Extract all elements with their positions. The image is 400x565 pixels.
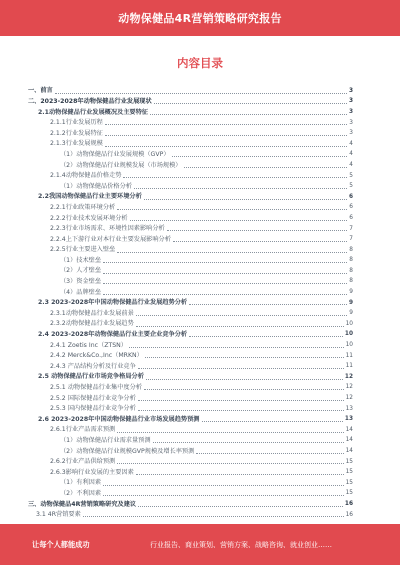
- toc-entry[interactable]: [28, 508, 353, 519]
- toc-entry-page: 3: [349, 130, 353, 137]
- toc-leader-dots: [117, 463, 343, 464]
- toc-leader-dots: [172, 156, 348, 157]
- toc-leader-dots: [136, 326, 344, 327]
- toc-entry-label: 2.6.1行业产品需求预测: [50, 426, 116, 434]
- toc-entry-page: 5: [349, 183, 353, 190]
- toc-entry[interactable]: [28, 243, 353, 254]
- toc-entry-page: 12: [345, 384, 353, 391]
- toc-leader-dots: [144, 389, 344, 390]
- toc-leader-dots: [105, 135, 347, 136]
- toc-entry[interactable]: [28, 444, 353, 455]
- toc-entry-page: 15: [345, 490, 353, 497]
- toc-entry-page: 9: [349, 289, 353, 296]
- toc-entry-label: 2.6.2行业产品供给预测: [50, 458, 116, 466]
- toc-entry-page: 3: [349, 119, 353, 126]
- toc-entry-page: 16: [345, 511, 353, 518]
- toc-entry-label: （3）资金壁垒: [60, 278, 102, 286]
- toc-entry[interactable]: [28, 381, 353, 392]
- toc-entry[interactable]: [28, 338, 353, 349]
- toc-entry-label: 2.6 2023-2028年中国动物保健品行业市场发展趋势预测: [38, 415, 200, 423]
- toc-entry-label: 2.5.3 国内保健品行业竞争分析: [50, 405, 136, 413]
- toc-entry-label: 2.2.4上下游行业对本行业主要发展影响分析: [50, 235, 171, 243]
- toc-entry-label: 2.2.1行业政策环境分析: [50, 203, 116, 211]
- toc-leader-dots: [103, 283, 347, 284]
- toc-entry-page: 4: [349, 140, 353, 147]
- toc-entry-label: 2.3.2动物保健品行业发展趋势: [50, 320, 134, 328]
- toc-entry[interactable]: [28, 434, 353, 445]
- toc-entry[interactable]: [28, 84, 353, 95]
- toc-entry[interactable]: [28, 465, 353, 476]
- toc-leader-dots: [103, 262, 347, 263]
- toc-entry[interactable]: [28, 306, 353, 317]
- toc-entry-label: 2.1.4动物保健品价格走势: [50, 172, 122, 180]
- toc-entry[interactable]: [28, 359, 353, 370]
- toc-entry-page: 6: [349, 204, 353, 211]
- toc-leader-dots: [129, 347, 344, 348]
- toc-leader-dots: [154, 103, 347, 104]
- toc-entry[interactable]: [28, 328, 353, 339]
- toc-entry-label: （1）动物保健品行业需求量预测: [60, 436, 151, 444]
- toc-entry-page: 4: [349, 151, 353, 158]
- toc-entry[interactable]: [28, 317, 353, 328]
- toc-entry-label: 2.2我国动物保健品行业主要环境分析: [38, 193, 142, 201]
- toc-entry[interactable]: [28, 201, 353, 212]
- toc-entry[interactable]: [28, 137, 353, 148]
- toc-entry-page: 14: [345, 426, 353, 433]
- header-banner: [0, 0, 400, 36]
- toc-entry-page: 10: [345, 320, 353, 327]
- toc-leader-dots: [138, 506, 343, 507]
- toc-leader-dots: [103, 294, 347, 295]
- toc-entry-page: 7: [349, 236, 353, 243]
- table-of-contents: [28, 84, 353, 518]
- toc-entry-label: （2）动物保健品行业规模GVP规模及增长率预测: [60, 447, 195, 455]
- toc-entry[interactable]: [28, 402, 353, 413]
- toc-leader-dots: [103, 495, 344, 496]
- toc-entry[interactable]: [28, 211, 353, 222]
- toc-entry-page: 3: [348, 87, 353, 94]
- toc-entry-page: 15: [345, 479, 353, 486]
- toc-entry-label: 2.1.1行业发展历程: [50, 119, 103, 127]
- footer-banner: [0, 524, 400, 565]
- toc-entry-page: 5: [349, 172, 353, 179]
- toc-entry-label: （2）人才壁垒: [60, 267, 102, 275]
- toc-leader-dots: [138, 400, 344, 401]
- toc-entry-label: 2.3.1动物保健品行业发展前景: [50, 309, 134, 317]
- toc-entry[interactable]: [28, 222, 353, 233]
- toc-leader-dots: [103, 273, 347, 274]
- toc-leader-dots: [189, 304, 347, 305]
- toc-leader-dots: [150, 114, 347, 115]
- toc-entry-page: 11: [345, 352, 353, 359]
- toc-entry-page: 9: [348, 299, 353, 306]
- toc-entry-label: 2.1.3行业发展规模: [50, 140, 103, 148]
- toc-leader-dots: [105, 146, 347, 147]
- toc-entry-page: 14: [345, 437, 353, 444]
- toc-entry-page: 12: [344, 373, 353, 380]
- toc-entry-page: 14: [345, 447, 353, 454]
- toc-entry[interactable]: [28, 412, 353, 423]
- toc-leader-dots: [138, 410, 344, 411]
- toc-entry-page: 13: [345, 405, 353, 412]
- toc-entry-label: 2.4.1 Zoetis Inc（ZTSN）: [50, 341, 127, 349]
- toc-entry-page: 8: [349, 278, 353, 285]
- toc-entry-page: 10: [345, 342, 353, 349]
- toc-leader-dots: [123, 177, 347, 178]
- toc-leader-dots: [184, 167, 348, 168]
- toc-entry-page: 3: [348, 98, 353, 105]
- toc-entry-page: 6: [349, 214, 353, 221]
- toc-entry-label: 2.5.2 国际保健品行业竞争分析: [50, 394, 136, 402]
- toc-leader-dots: [83, 516, 344, 517]
- toc-leader-dots: [117, 252, 347, 253]
- toc-entry[interactable]: [28, 391, 353, 402]
- toc-leader-dots: [167, 230, 348, 231]
- toc-leader-dots: [105, 124, 347, 125]
- toc-entry-label: 2.1.2行业发展特征: [50, 129, 103, 137]
- toc-entry[interactable]: [28, 105, 353, 116]
- toc-leader-dots: [153, 442, 344, 443]
- toc-leader-dots: [145, 357, 344, 358]
- toc-entry-page: 9: [349, 310, 353, 317]
- toc-leader-dots: [173, 241, 347, 242]
- toc-entry-label: 三、动物保健品4R营销策略研究及建议: [28, 500, 137, 508]
- toc-entry-label: （2）不利因素: [60, 489, 102, 497]
- toc-leader-dots: [117, 209, 347, 210]
- toc-entry-label: 2.5.1 动物保健品行业集中度分析: [50, 384, 142, 392]
- toc-entry-page: 7: [349, 225, 353, 232]
- report-title: 动物保健品4R营销策略研究报告: [118, 12, 282, 25]
- toc-leader-dots: [103, 485, 344, 486]
- toc-entry[interactable]: [28, 497, 353, 508]
- toc-entry-page: 13: [344, 416, 353, 423]
- toc-entry[interactable]: [28, 455, 353, 466]
- toc-entry-label: 2.2.2行业技术发展环境分析: [50, 214, 128, 222]
- toc-entry[interactable]: [28, 487, 353, 498]
- toc-leader-dots: [136, 474, 344, 475]
- toc-entry[interactable]: [28, 349, 353, 360]
- toc-entry-label: （4）品牌壁垒: [60, 288, 102, 296]
- toc-entry-label: 2.5 动物保健品行业市场竞争格局分析: [38, 373, 144, 381]
- toc-leader-dots: [196, 453, 343, 454]
- toc-entry[interactable]: [28, 476, 353, 487]
- toc-entry-label: （1）动物保健品行业发展规模（GVP）: [60, 150, 170, 158]
- toc-entry-label: 2.6.3影响行业发展的主要因素: [50, 468, 134, 476]
- toc-leader-dots: [144, 199, 347, 200]
- toc-entry[interactable]: [28, 126, 353, 137]
- toc-leader-dots: [134, 188, 347, 189]
- toc-leader-dots: [202, 421, 343, 422]
- toc-entry[interactable]: [28, 254, 353, 265]
- toc-entry-label: 2.2.5行业主要进入壁垒: [50, 246, 116, 254]
- toc-entry[interactable]: [28, 95, 353, 106]
- toc-heading: 内容目录: [177, 56, 223, 70]
- toc-entry[interactable]: [28, 264, 353, 275]
- toc-leader-dots: [130, 220, 348, 221]
- toc-entry[interactable]: [28, 179, 353, 190]
- toc-entry-page: 4: [349, 161, 353, 168]
- toc-entry-label: 2.4.2 Merck&Co.,Inc（MRKN）: [50, 352, 143, 360]
- toc-entry[interactable]: [28, 232, 353, 243]
- toc-entry-label: 2.4 2023-2028年动物保健品行业主要企业竞争分析: [38, 331, 188, 339]
- toc-entry-label: 2.3 2023-2028年中国动物保健品行业发展趋势分析: [38, 299, 188, 307]
- toc-entry-label: 3.1 4R营销要素: [36, 511, 81, 519]
- toc-entry-label: 2.2.3行业市场需求、环境性因素影响分析: [50, 225, 165, 233]
- toc-entry-page: 16: [344, 500, 353, 507]
- toc-leader-dots: [136, 315, 347, 316]
- toc-entry-label: 2.1动物保健品行业发展概况及主要特征: [38, 108, 148, 116]
- toc-leader-dots: [117, 432, 343, 433]
- toc-entry-page: 10: [344, 331, 353, 338]
- toc-leader-dots: [138, 368, 344, 369]
- toc-entry-label: 二、2023-2028年动物保健品行业发展现状: [28, 97, 152, 105]
- toc-entry-page: 8: [349, 246, 353, 253]
- toc-entry[interactable]: [28, 423, 353, 434]
- toc-entry-page: 15: [345, 458, 353, 465]
- toc-entry-page: 12: [345, 395, 353, 402]
- toc-entry-label: （1）有利因素: [60, 479, 102, 487]
- toc-entry-label: （1）动物保健品价格分析: [60, 182, 132, 190]
- toc-entry[interactable]: [28, 148, 353, 159]
- toc-entry-label: 2.4.3 产品结构分析及行业竞争: [50, 362, 136, 370]
- toc-entry-page: 8: [349, 267, 353, 274]
- toc-entry[interactable]: [28, 296, 353, 307]
- footer-slogan: 让每个人都能成功: [32, 540, 90, 549]
- toc-entry[interactable]: [28, 190, 353, 201]
- toc-entry-page: 11: [345, 363, 353, 370]
- toc-leader-dots: [55, 93, 347, 94]
- toc-entry[interactable]: [28, 169, 353, 180]
- toc-entry[interactable]: [28, 116, 353, 127]
- toc-entry-label: 一、前言: [28, 87, 53, 95]
- toc-entry[interactable]: [28, 285, 353, 296]
- toc-entry-page: 15: [345, 469, 353, 476]
- toc-leader-dots: [146, 379, 343, 380]
- toc-entry[interactable]: [28, 370, 353, 381]
- toc-entry[interactable]: [28, 158, 353, 169]
- toc-entry-page: 6: [348, 193, 353, 200]
- footer-services: 行业报告、商业策划、营销方案、战略咨询、就业创业……: [150, 541, 332, 549]
- toc-leader-dots: [189, 336, 343, 337]
- toc-entry-page: 8: [349, 257, 353, 264]
- toc-entry-page: 3: [348, 108, 353, 115]
- toc-entry-label: （1）技术壁垒: [60, 256, 102, 264]
- toc-entry-label: （2）动物保健品行业规模发展（市场规模）: [60, 161, 182, 169]
- toc-entry[interactable]: [28, 275, 353, 286]
